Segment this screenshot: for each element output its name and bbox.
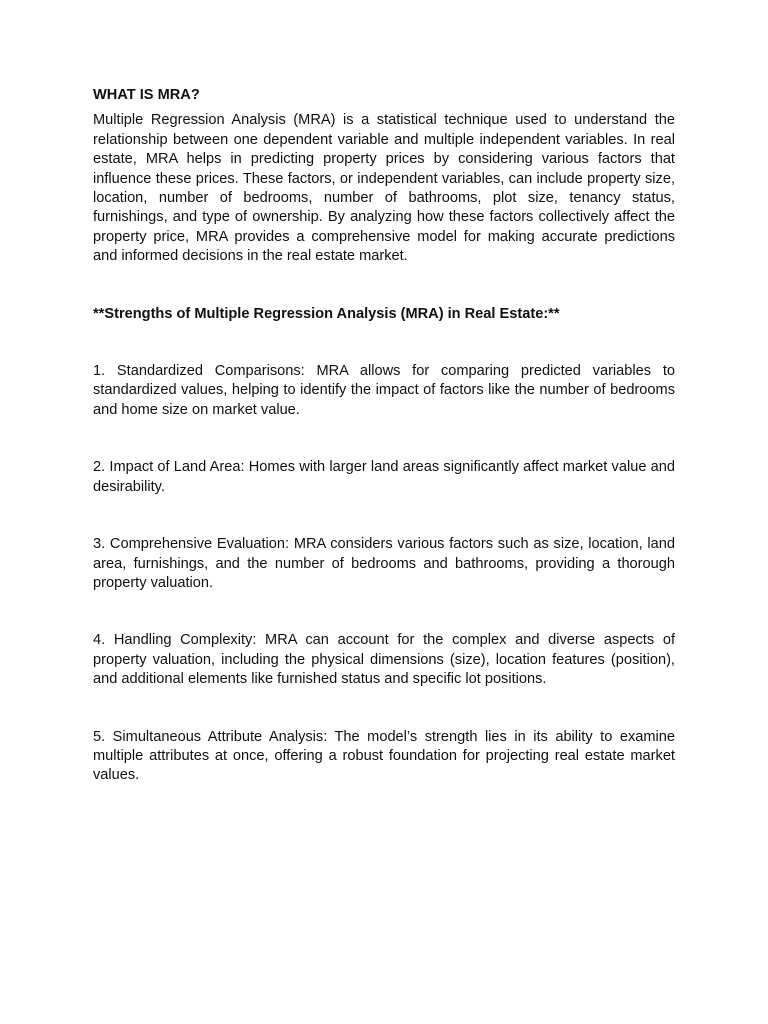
page-title: WHAT IS MRA? xyxy=(93,87,200,103)
strength-point-5: 5. Simultaneous Attribute Analysis: The model’s strength lies in its ability to examine multiple attributes at once, offering a robust foundation for projecting real estate market values. xyxy=(93,728,675,784)
strength-point-3: 3. Comprehensive Evaluation: MRA considers various factors such as size, location, land area, furnishings, and the number of bedrooms and bathrooms, providing a thorough property valuation. xyxy=(93,536,675,591)
intro-paragraph: Multiple Regression Analysis (MRA) is a statistical technique used to understand the relationship between one dependent variable and multiple independent variables. In real estate, MRA helps in predicting property prices by considering various factors that influence these prices. These factors, or independent variables, can include property size, location, number of bedrooms, number of bathrooms, plot size, tenancy status, furnishings, and type of ownership. By analyzing how these factors collectively affect the property price, MRA provides a comprehensive model for making accurate predictions and informed decisions in the real estate market. xyxy=(93,112,675,265)
strength-point-4: 4. Handling Complexity: MRA can account for the complex and diverse aspects of property valuation, including the physical dimensions (size), location features (position), and additional elements like furnished status and specific lot positions. xyxy=(93,632,675,688)
document-page xyxy=(93,86,675,824)
strength-point-1: 1. Standardized Comparisons: MRA allows for comparing predicted variables to standardized values, helping to identify the impact of factors like the number of bedrooms and home size on market value. xyxy=(93,363,675,418)
strengths-heading: **Strengths of Multiple Regression Analysis (MRA) in Real Estate:** xyxy=(93,305,560,322)
strength-point-2: 2. Impact of Land Area: Homes with larger land areas significantly affect market value and desirability. xyxy=(93,459,675,495)
